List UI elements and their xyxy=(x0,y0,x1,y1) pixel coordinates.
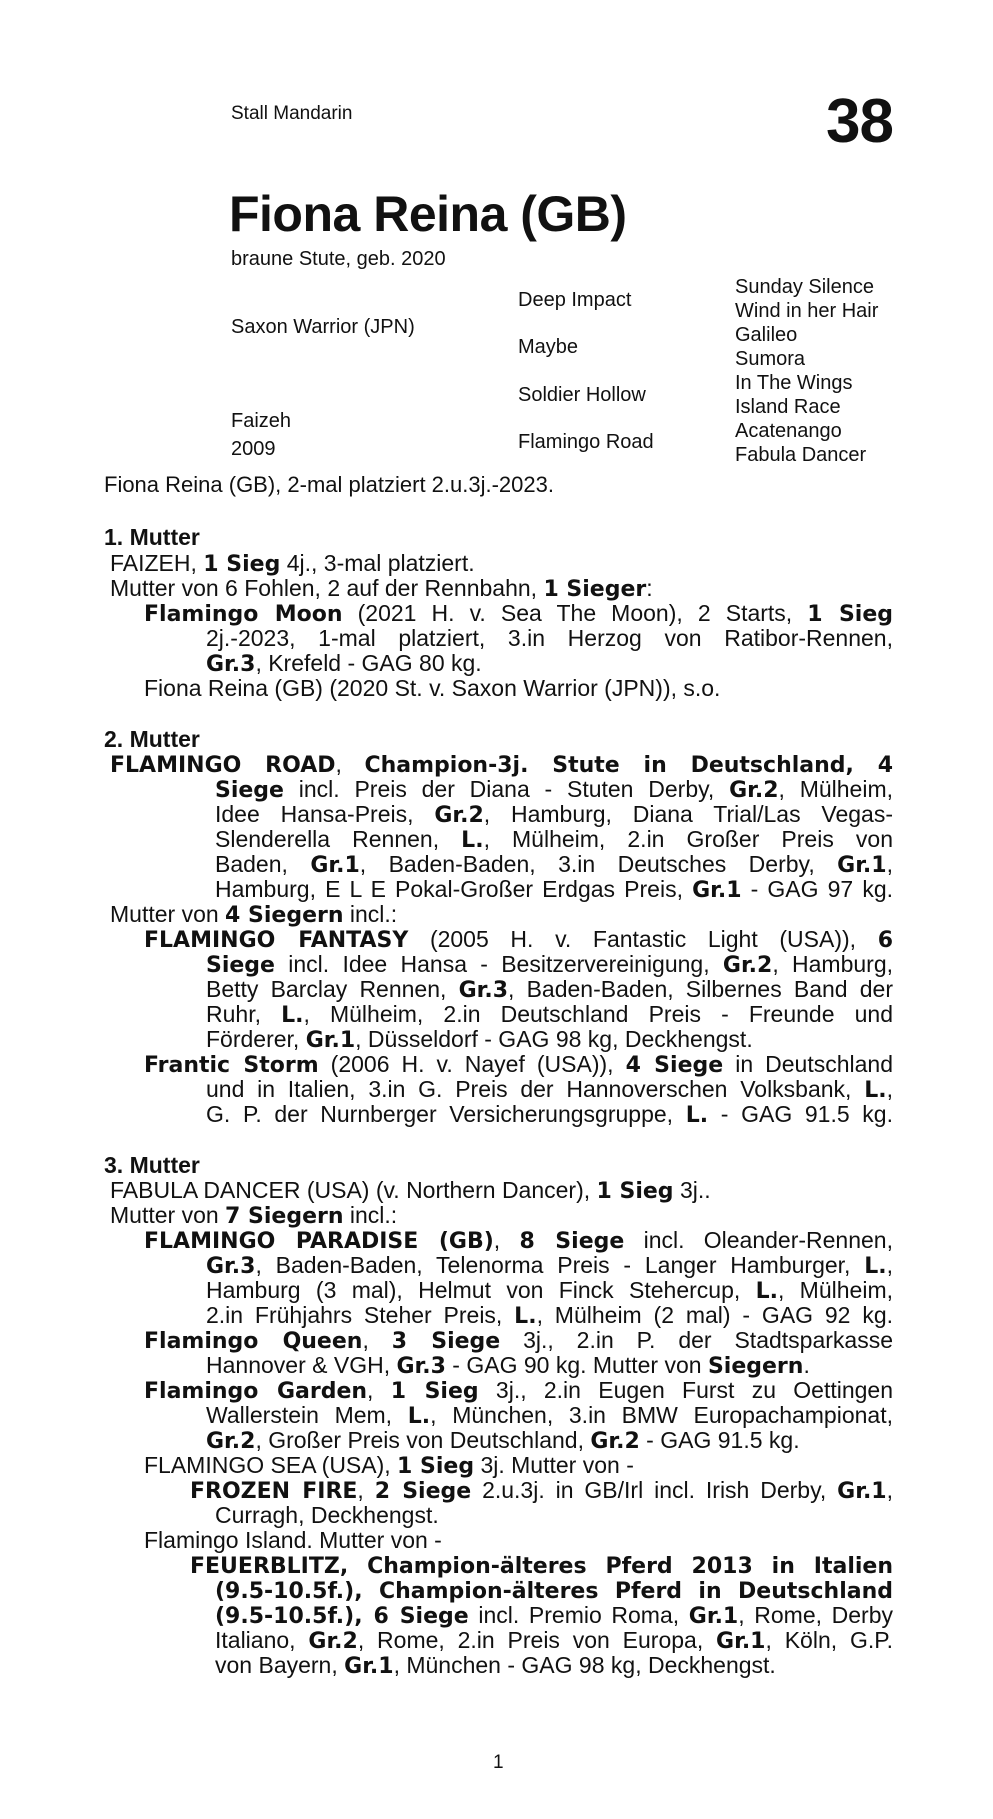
text-line: Idee Hansa-Preis, Gr.2, Hamburg, Diana Trial/Las Vegas- xyxy=(215,801,894,828)
text-line: Hamburg, E L E Pokal-Großer Erdgas Preis, Gr.1 - GAG 97 kg. xyxy=(215,876,893,903)
text-line: FAIZEH, 1 Sieg 4j., 3-mal platziert. xyxy=(110,550,475,577)
text-line: Betty Barclay Rennen, Gr.3, Baden-Baden, Silbernes Band der xyxy=(206,976,893,1003)
text-line: FLAMINGO ROAD, Champion-3j. Stute in Deutschland, 4 xyxy=(110,751,894,778)
section-heading: 3. Mutter xyxy=(104,1152,200,1178)
text-line: FLAMINGO FANTASY (2005 H. v. Fantastic Light (USA)), 6 xyxy=(144,926,894,953)
pedigree-grandparent: Flamingo Road xyxy=(518,431,654,453)
pedigree-dam-year: 2009 xyxy=(231,438,276,460)
pedigree-great-grandparent: Wind in her Hair xyxy=(735,300,879,322)
horse-name: Fiona Reina (GB) xyxy=(229,186,627,242)
catalogue-number: 38 xyxy=(826,87,893,156)
text-line: Slenderella Rennen, L., Mülheim, 2.in Großer Preis von xyxy=(215,826,893,853)
pedigree-great-grandparent: Sumora xyxy=(735,348,806,370)
text-line: (9.5-10.5f.), Champion-älteres Pferd in Deutschland xyxy=(215,1579,893,1604)
text-line: (9.5-10.5f.), 6 Siege incl. Premio Roma, Gr.1, Rome, Derby xyxy=(215,1602,894,1629)
text-line: Gr.3, Baden-Baden, Telenorma Preis - Langer Hamburger, L., xyxy=(206,1252,893,1279)
text-line: FABULA DANCER (USA) (v. Northern Dancer), 1 Sieg 3j.. xyxy=(110,1177,711,1204)
text-line: Gr.2, Großer Preis von Deutschland, Gr.2 - GAG 91.5 kg. xyxy=(206,1427,800,1454)
text-line: und in Italien, 3.in G. Preis der Hannoverschen Volksbank, L., xyxy=(206,1076,893,1103)
text-line: Hannover & VGH, Gr.3 - GAG 90 kg. Mutter von Siegern. xyxy=(206,1352,810,1379)
pedigree-sire: Saxon Warrior (JPN) xyxy=(231,316,415,338)
text-line: Siege incl. Preis der Diana - Stuten Derby, Gr.2, Mülheim, xyxy=(215,776,893,803)
text-line: Flamingo Garden, 1 Sieg 3j., 2.in Eugen Furst zu Oettingen xyxy=(144,1377,893,1404)
section-heading: 1. Mutter xyxy=(104,524,200,550)
text-line: Italiano, Gr.2, Rome, 2.in Preis von Europa, Gr.1, Köln, G.P. xyxy=(215,1627,893,1654)
text-line: Ruhr, L., Mülheim, 2.in Deutschland Preis - Freunde und xyxy=(206,1001,893,1028)
text-line: G. P. der Nurnberger Versicherungsgruppe, L. - GAG 91.5 kg. xyxy=(206,1101,893,1128)
pedigree-great-grandparent: Galileo xyxy=(735,324,798,346)
text-line: Wallerstein Mem, L., München, 3.in BMW Europachampionat, xyxy=(206,1402,893,1429)
pedigree-great-grandparent: Sunday Silence xyxy=(735,276,874,298)
text-line: 2j.-2023, 1-mal platziert, 3.in Herzog von Ratibor-Rennen, xyxy=(206,625,893,651)
text-line: von Bayern, Gr.1, München - GAG 98 kg, Deckhengst. xyxy=(215,1652,776,1679)
section-heading: 2. Mutter xyxy=(104,726,200,752)
text-line: Frantic Storm (2006 H. v. Nayef (USA)), 4 Siege in Deutschland xyxy=(144,1051,893,1078)
text-line: FEUERBLITZ, Champion-älteres Pferd 2013 in Italien xyxy=(190,1554,893,1579)
text-line: 2.in Frühjahrs Steher Preis, L., Mülheim (2 mal) - GAG 92 kg. xyxy=(206,1302,894,1329)
text-line: Flamingo Island. Mutter von - xyxy=(144,1527,442,1553)
text-line: Curragh, Deckhengst. xyxy=(215,1502,439,1528)
text-line: Mutter von 6 Fohlen, 2 auf der Rennbahn, 1 Sieger: xyxy=(110,575,653,602)
text-line: Förderer, Gr.1, Düsseldorf - GAG 98 kg, Deckhengst. xyxy=(206,1026,753,1053)
pedigree-dam: Faizeh xyxy=(231,410,292,432)
pedigree-great-grandparent: Fabula Dancer xyxy=(735,444,867,466)
text-line: FLAMINGO PARADISE (GB), 8 Siege incl. Oleander-Rennen, xyxy=(144,1227,893,1254)
text-line: Mutter von 4 Siegern incl.: xyxy=(110,901,398,928)
pedigree-great-grandparent: Island Race xyxy=(735,396,841,418)
text-line: Mutter von 7 Siegern incl.: xyxy=(110,1202,398,1229)
pedigree-great-grandparent: In The Wings xyxy=(735,372,853,394)
owner-name: Stall Mandarin xyxy=(231,103,353,124)
text-line: Flamingo Moon (2021 H. v. Sea The Moon), 2 Starts, 1 Sieg xyxy=(144,600,893,627)
race-summary: Fiona Reina (GB), 2-mal platziert 2.u.3j.-2023. xyxy=(104,472,554,497)
pedigree-great-grandparent: Acatenango xyxy=(735,420,842,442)
text-line: FLAMINGO SEA (USA), 1 Sieg 3j. Mutter von - xyxy=(144,1452,634,1479)
text-line: Baden, Gr.1, Baden-Baden, 3.in Deutsches Derby, Gr.1, xyxy=(215,851,893,878)
text-line: Hamburg (3 mal), Helmut von Finck Stehercup, L., Mülheim, xyxy=(206,1277,893,1304)
page-number: 1 xyxy=(493,1752,504,1773)
text-line: Gr.3, Krefeld - GAG 80 kg. xyxy=(206,650,482,677)
text-line: Siege incl. Idee Hansa - Besitzervereinigung, Gr.2, Hamburg, xyxy=(206,951,894,978)
horse-description: braune Stute, geb. 2020 xyxy=(231,248,446,270)
pedigree-grandparent: Soldier Hollow xyxy=(518,384,646,406)
text-line: Flamingo Queen, 3 Siege 3j., 2.in P. der Stadtsparkasse xyxy=(144,1327,893,1354)
text-line: FROZEN FIRE, 2 Siege 2.u.3j. in GB/Irl incl. Irish Derby, Gr.1, xyxy=(190,1477,893,1504)
pedigree-grandparent: Deep Impact xyxy=(518,289,632,311)
pedigree-grandparent: Maybe xyxy=(518,336,579,358)
text-line: Fiona Reina (GB) (2020 St. v. Saxon Warrior (JPN)), s.o. xyxy=(144,675,721,701)
